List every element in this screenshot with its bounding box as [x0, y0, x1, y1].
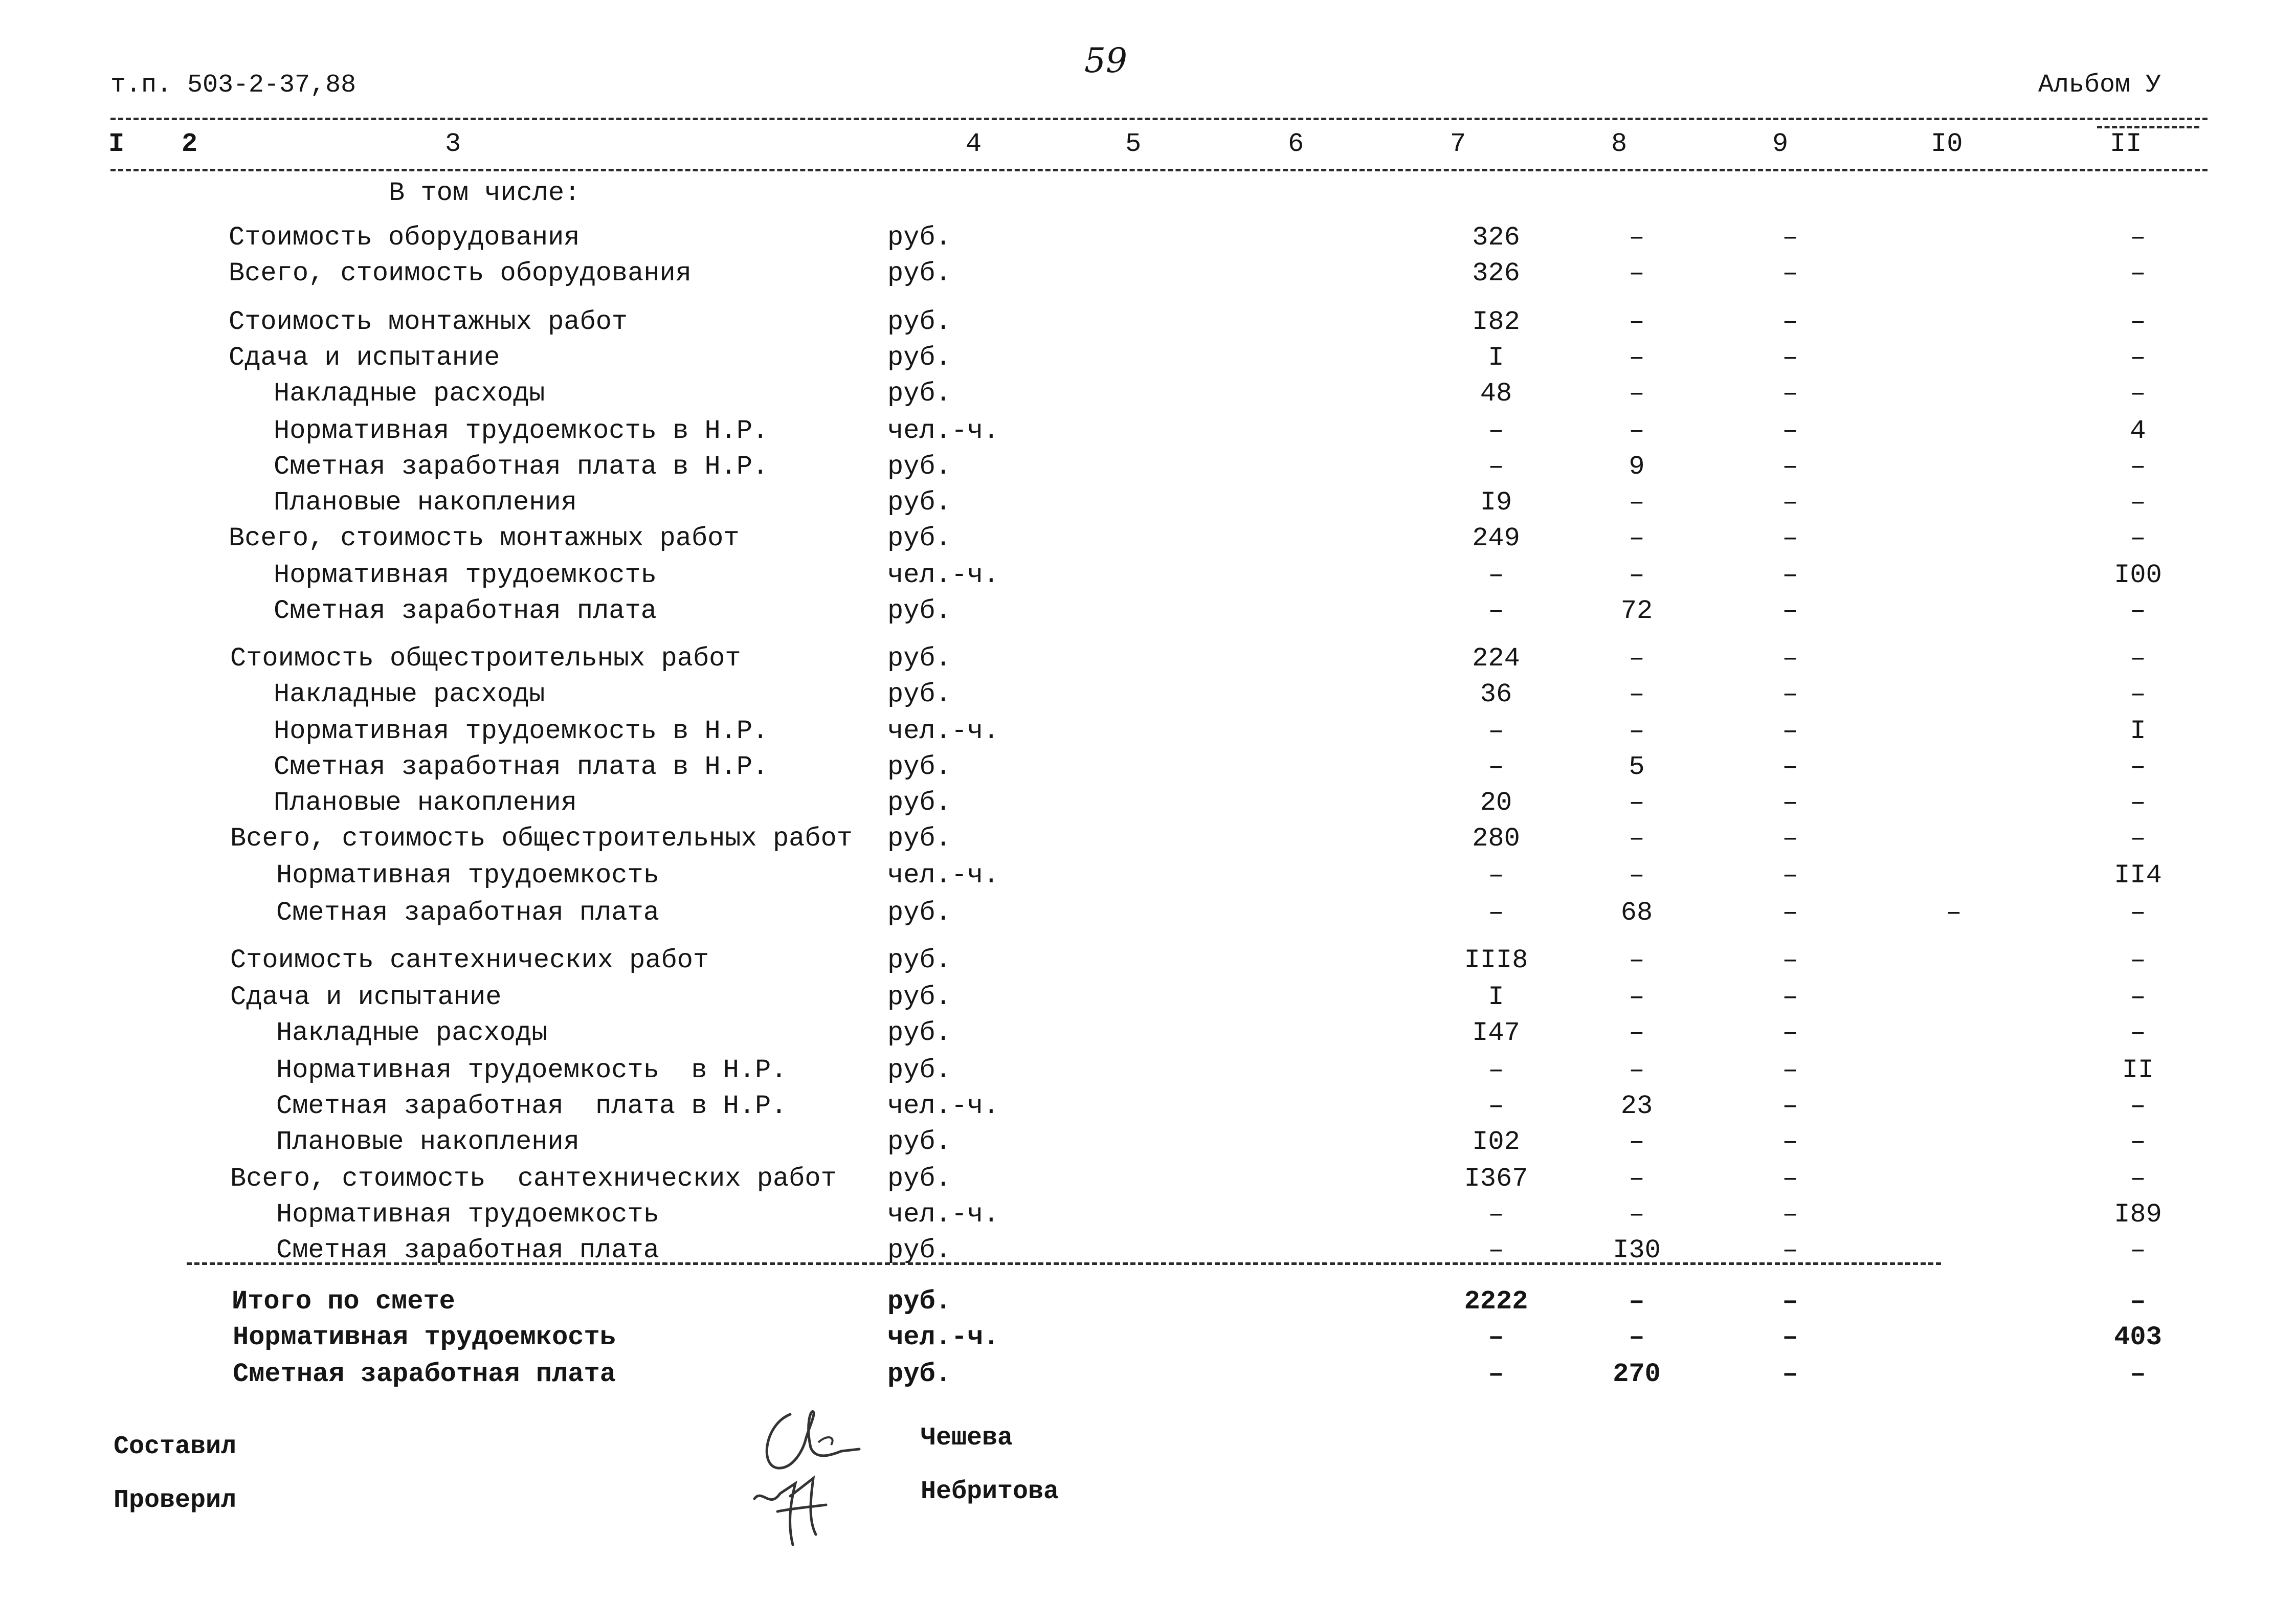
row-unit: руб. — [887, 1018, 951, 1048]
cell-col-8: 9 — [1629, 452, 1645, 482]
row-unit: чел.-ч. — [887, 1091, 999, 1121]
row-unit: руб. — [887, 258, 951, 288]
cell-col-11: – — [2130, 343, 2146, 373]
cell-col-7: 36 — [1480, 679, 1512, 709]
cell-col-8: – — [1629, 1286, 1645, 1317]
cell-col-11: – — [2130, 788, 2146, 818]
row-unit: руб. — [887, 307, 951, 337]
row-unit: руб. — [887, 343, 951, 373]
row-unit: чел.-ч. — [887, 716, 999, 746]
row-unit: руб. — [887, 643, 951, 674]
row-unit: чел.-ч. — [887, 416, 999, 446]
cell-col-7: – — [1488, 596, 1504, 626]
section-end-rule — [187, 1262, 1941, 1265]
row-unit: руб. — [887, 982, 951, 1012]
column-number: 8 — [1611, 129, 1628, 159]
cell-col-8: – — [1629, 560, 1645, 590]
cell-col-11: – — [2130, 596, 2146, 626]
row-label: Плановые накопления — [274, 788, 577, 818]
cell-col-8: – — [1629, 1322, 1645, 1352]
row-label: Нормативная трудоемкость в Н.Р. — [274, 416, 769, 446]
row-label: Всего, стоимость сантехнических работ — [230, 1164, 837, 1194]
column-number: 9 — [1772, 129, 1789, 159]
cell-col-9: – — [1782, 1235, 1798, 1265]
column-number-row — [0, 129, 2296, 165]
header-top-rule-right — [2097, 126, 2199, 128]
cell-col-9: – — [1782, 1286, 1798, 1317]
cell-col-7: – — [1488, 752, 1504, 782]
cell-col-7: I — [1488, 982, 1504, 1012]
cell-col-8: – — [1629, 1199, 1645, 1230]
cell-col-7: I9 — [1480, 487, 1512, 518]
cell-col-11: – — [2130, 223, 2146, 253]
cell-col-8: – — [1629, 1164, 1645, 1194]
cell-col-7: – — [1488, 1055, 1504, 1085]
cell-col-11: – — [2130, 379, 2146, 409]
cell-col-7: – — [1488, 716, 1504, 746]
cell-col-11: – — [2130, 1286, 2146, 1317]
cell-col-10: – — [1946, 898, 1962, 928]
row-unit: руб. — [887, 452, 951, 482]
cell-col-9: – — [1782, 898, 1798, 928]
table-row — [0, 220, 2296, 256]
cell-col-8: – — [1629, 379, 1645, 409]
row-unit: руб. — [887, 898, 951, 928]
compiled-by-label: Составил — [114, 1432, 237, 1461]
cell-col-11: – — [2130, 523, 2146, 553]
table-row — [0, 677, 2296, 713]
table-row — [0, 895, 2296, 931]
cell-col-11: 4 — [2130, 416, 2146, 446]
row-label: Нормативная трудоемкость — [274, 560, 657, 590]
table-row — [0, 714, 2296, 749]
cell-col-11: – — [2130, 1235, 2146, 1265]
table-row — [0, 1053, 2296, 1088]
cell-col-11: II4 — [2114, 860, 2162, 891]
cell-col-8: 23 — [1620, 1091, 1653, 1121]
row-label: Стоимость монтажных работ — [229, 307, 628, 337]
cell-col-9: – — [1782, 379, 1798, 409]
cell-col-11: – — [2130, 487, 2146, 518]
row-label: Сметная заработная плата — [276, 898, 659, 928]
cell-col-7: I367 — [1464, 1164, 1528, 1194]
cell-col-11: I — [2130, 716, 2146, 746]
cell-col-11: – — [2130, 1018, 2146, 1048]
cell-col-9: – — [1782, 523, 1798, 553]
table-row — [0, 256, 2296, 292]
cell-col-8: I30 — [1613, 1235, 1661, 1265]
table-row — [0, 858, 2296, 894]
cell-col-8: 72 — [1620, 596, 1653, 626]
cell-col-11: II — [2122, 1055, 2154, 1085]
table-row — [0, 593, 2296, 629]
cell-col-8: – — [1629, 307, 1645, 337]
cell-col-8: – — [1629, 716, 1645, 746]
cell-col-8: – — [1629, 679, 1645, 709]
cell-col-7: – — [1488, 860, 1504, 891]
compiler-name: Чешева — [921, 1424, 1013, 1453]
row-unit: руб. — [887, 824, 951, 854]
row-unit: руб. — [887, 1286, 951, 1317]
row-label: Сметная заработная плата в Н.Р. — [276, 1091, 787, 1121]
cell-col-11: – — [2130, 452, 2146, 482]
column-number: I — [108, 129, 125, 159]
row-label: Накладные расходы — [274, 679, 545, 709]
table-row — [0, 558, 2296, 593]
row-unit: руб. — [887, 1235, 951, 1265]
column-number: 3 — [445, 129, 461, 159]
cell-col-7: 224 — [1472, 643, 1520, 674]
cell-col-8: – — [1629, 258, 1645, 288]
table-row — [0, 1320, 2296, 1355]
row-unit: руб. — [887, 1359, 951, 1389]
cell-col-9: – — [1782, 343, 1798, 373]
column-number: I0 — [1931, 129, 1963, 159]
cell-col-9: – — [1782, 982, 1798, 1012]
row-label: Накладные расходы — [274, 379, 545, 409]
cell-col-7: 20 — [1480, 788, 1512, 818]
cell-col-9: – — [1782, 560, 1798, 590]
checker-name: Небритова — [921, 1477, 1059, 1506]
column-number: 6 — [1288, 129, 1304, 159]
row-label: Стоимость общестроительных работ — [230, 643, 741, 674]
cell-col-7: I — [1488, 343, 1504, 373]
cell-col-9: – — [1782, 223, 1798, 253]
header-top-rule — [110, 118, 2208, 120]
cell-col-7: 48 — [1480, 379, 1512, 409]
cell-col-9: – — [1782, 416, 1798, 446]
table-row — [0, 641, 2296, 677]
row-label: Плановые накопления — [274, 487, 577, 518]
cell-col-8: – — [1629, 223, 1645, 253]
cell-col-9: – — [1782, 945, 1798, 975]
row-label: Нормативная трудоемкость — [276, 1199, 659, 1230]
row-unit: руб. — [887, 752, 951, 782]
column-number: 5 — [1125, 129, 1142, 159]
table-row — [0, 521, 2296, 557]
cell-col-7: – — [1488, 452, 1504, 482]
row-label: Накладные расходы — [276, 1018, 548, 1048]
cell-col-11: 403 — [2114, 1322, 2162, 1352]
cell-col-9: – — [1782, 1359, 1798, 1389]
cell-col-7: III8 — [1464, 945, 1528, 975]
row-unit: руб. — [887, 679, 951, 709]
table-row — [0, 449, 2296, 485]
row-label: Итого по смете — [232, 1286, 455, 1317]
row-label: Нормативная трудоемкость — [233, 1322, 616, 1352]
cell-col-9: – — [1782, 1127, 1798, 1157]
cell-col-7: 280 — [1472, 824, 1520, 854]
cell-col-8: 270 — [1613, 1359, 1661, 1389]
cell-col-9: – — [1782, 752, 1798, 782]
cell-col-11: I00 — [2114, 560, 2162, 590]
row-unit: руб. — [887, 1127, 951, 1157]
cell-col-8: – — [1629, 1127, 1645, 1157]
cell-col-9: – — [1782, 596, 1798, 626]
cell-col-11: – — [2130, 1359, 2146, 1389]
cell-col-7: 326 — [1472, 258, 1520, 288]
checked-by-label: Проверил — [114, 1486, 237, 1515]
cell-col-9: – — [1782, 1322, 1798, 1352]
cell-col-11: I89 — [2114, 1199, 2162, 1230]
cell-col-9: – — [1782, 788, 1798, 818]
header-bottom-rule — [110, 169, 2208, 171]
cell-col-8: – — [1629, 1018, 1645, 1048]
cell-col-8: – — [1629, 1055, 1645, 1085]
cell-col-8: – — [1629, 824, 1645, 854]
table-row — [0, 1197, 2296, 1233]
row-label: Сметная заработная плата — [233, 1359, 616, 1389]
table-row — [0, 943, 2296, 979]
table-row — [0, 485, 2296, 521]
cell-col-7: – — [1488, 1235, 1504, 1265]
table-row — [0, 376, 2296, 412]
album-label: Альбом У — [2038, 71, 2161, 100]
page-number: 59 — [1084, 41, 1127, 80]
table-row — [0, 980, 2296, 1015]
row-unit: руб. — [887, 1055, 951, 1085]
cell-col-11: – — [2130, 679, 2146, 709]
cell-col-9: – — [1782, 860, 1798, 891]
cell-col-8: – — [1629, 982, 1645, 1012]
table-row — [0, 1088, 2296, 1124]
cell-col-9: – — [1782, 1018, 1798, 1048]
cell-col-8: 5 — [1629, 752, 1645, 782]
cell-col-9: – — [1782, 824, 1798, 854]
cell-col-8: 68 — [1620, 898, 1653, 928]
cell-col-11: – — [2130, 643, 2146, 674]
cell-col-8: – — [1629, 945, 1645, 975]
row-label: Всего, стоимость монтажных работ — [229, 523, 740, 553]
cell-col-8: – — [1629, 343, 1645, 373]
cell-col-11: – — [2130, 258, 2146, 288]
table-row — [0, 340, 2296, 376]
row-label: Сдача и испытание — [230, 982, 502, 1012]
row-label: Стоимость оборудования — [229, 223, 580, 253]
cell-col-9: – — [1782, 452, 1798, 482]
row-label: Сдача и испытание — [229, 343, 500, 373]
table-row — [0, 1357, 2296, 1392]
column-number: 2 — [182, 129, 198, 159]
cell-col-11: – — [2130, 1164, 2146, 1194]
cell-col-8: – — [1629, 416, 1645, 446]
row-label: Всего, стоимость общестроительных работ — [230, 824, 853, 854]
row-unit: чел.-ч. — [887, 1322, 999, 1352]
column-number: 4 — [966, 129, 982, 159]
cell-col-7: 326 — [1472, 223, 1520, 253]
cell-col-8: – — [1629, 643, 1645, 674]
cell-col-7: I82 — [1472, 307, 1520, 337]
cell-col-9: – — [1782, 716, 1798, 746]
cell-col-7: – — [1488, 1322, 1504, 1352]
cell-col-7: – — [1488, 560, 1504, 590]
row-label: Стоимость сантехнических работ — [230, 945, 709, 975]
row-unit: руб. — [887, 788, 951, 818]
row-unit: чел.-ч. — [887, 860, 999, 891]
row-label: Сметная заработная плата в Н.Р. — [274, 452, 769, 482]
cell-col-9: – — [1782, 1164, 1798, 1194]
cell-col-11: – — [2130, 1091, 2146, 1121]
row-label: Плановые накопления — [276, 1127, 579, 1157]
cell-col-11: – — [2130, 307, 2146, 337]
cell-col-7: 2222 — [1464, 1286, 1528, 1317]
section-subtitle: В том числе: — [389, 178, 581, 208]
row-unit: чел.-ч. — [887, 1199, 999, 1230]
row-label: Нормативная трудоемкость — [276, 860, 659, 891]
cell-col-7: – — [1488, 416, 1504, 446]
cell-col-8: – — [1629, 860, 1645, 891]
cell-col-11: – — [2130, 1127, 2146, 1157]
table-row — [0, 749, 2296, 785]
cell-col-11: – — [2130, 982, 2146, 1012]
row-label: Всего, стоимость оборудования — [229, 258, 692, 288]
table-row — [0, 413, 2296, 449]
cell-col-7: 249 — [1472, 523, 1520, 553]
table-row — [0, 1124, 2296, 1160]
cell-col-9: – — [1782, 307, 1798, 337]
cell-col-7: I02 — [1472, 1127, 1520, 1157]
cell-col-9: – — [1782, 1055, 1798, 1085]
table-row — [0, 1015, 2296, 1051]
cell-col-11: – — [2130, 824, 2146, 854]
cell-col-7: – — [1488, 898, 1504, 928]
row-label: Сметная заработная плата в Н.Р. — [274, 752, 769, 782]
checker-signature — [739, 1468, 841, 1555]
row-unit: руб. — [887, 379, 951, 409]
row-unit: руб. — [887, 1164, 951, 1194]
cell-col-8: – — [1629, 523, 1645, 553]
table-row — [0, 1161, 2296, 1197]
row-unit: руб. — [887, 487, 951, 518]
row-unit: руб. — [887, 223, 951, 253]
cell-col-9: – — [1782, 679, 1798, 709]
row-label: Нормативная трудоемкость в Н.Р. — [276, 1055, 787, 1085]
row-unit: руб. — [887, 596, 951, 626]
row-unit: чел.-ч. — [887, 560, 999, 590]
cell-col-11: – — [2130, 898, 2146, 928]
cell-col-7: – — [1488, 1359, 1504, 1389]
row-unit: руб. — [887, 945, 951, 975]
cell-col-8: – — [1629, 788, 1645, 818]
table-row — [0, 785, 2296, 821]
cell-col-9: – — [1782, 258, 1798, 288]
row-label: Нормативная трудоемкость в Н.Р. — [274, 716, 769, 746]
column-number: II — [2110, 129, 2142, 159]
document-reference: т.п. 503-2-37,88 — [110, 71, 356, 100]
cell-col-8: – — [1629, 487, 1645, 518]
cell-col-11: – — [2130, 752, 2146, 782]
cell-col-7: – — [1488, 1199, 1504, 1230]
cell-col-9: – — [1782, 1091, 1798, 1121]
row-label: Сметная заработная плата — [274, 596, 657, 626]
cell-col-9: – — [1782, 1199, 1798, 1230]
cell-col-11: – — [2130, 945, 2146, 975]
cell-col-7: I47 — [1472, 1018, 1520, 1048]
cell-col-9: – — [1782, 487, 1798, 518]
table-row — [0, 1284, 2296, 1320]
table-row — [0, 821, 2296, 857]
cell-col-9: – — [1782, 643, 1798, 674]
cell-col-7: – — [1488, 1091, 1504, 1121]
row-label: Сметная заработная плата — [276, 1235, 659, 1265]
column-number: 7 — [1450, 129, 1466, 159]
row-unit: руб. — [887, 523, 951, 553]
table-row — [0, 304, 2296, 340]
